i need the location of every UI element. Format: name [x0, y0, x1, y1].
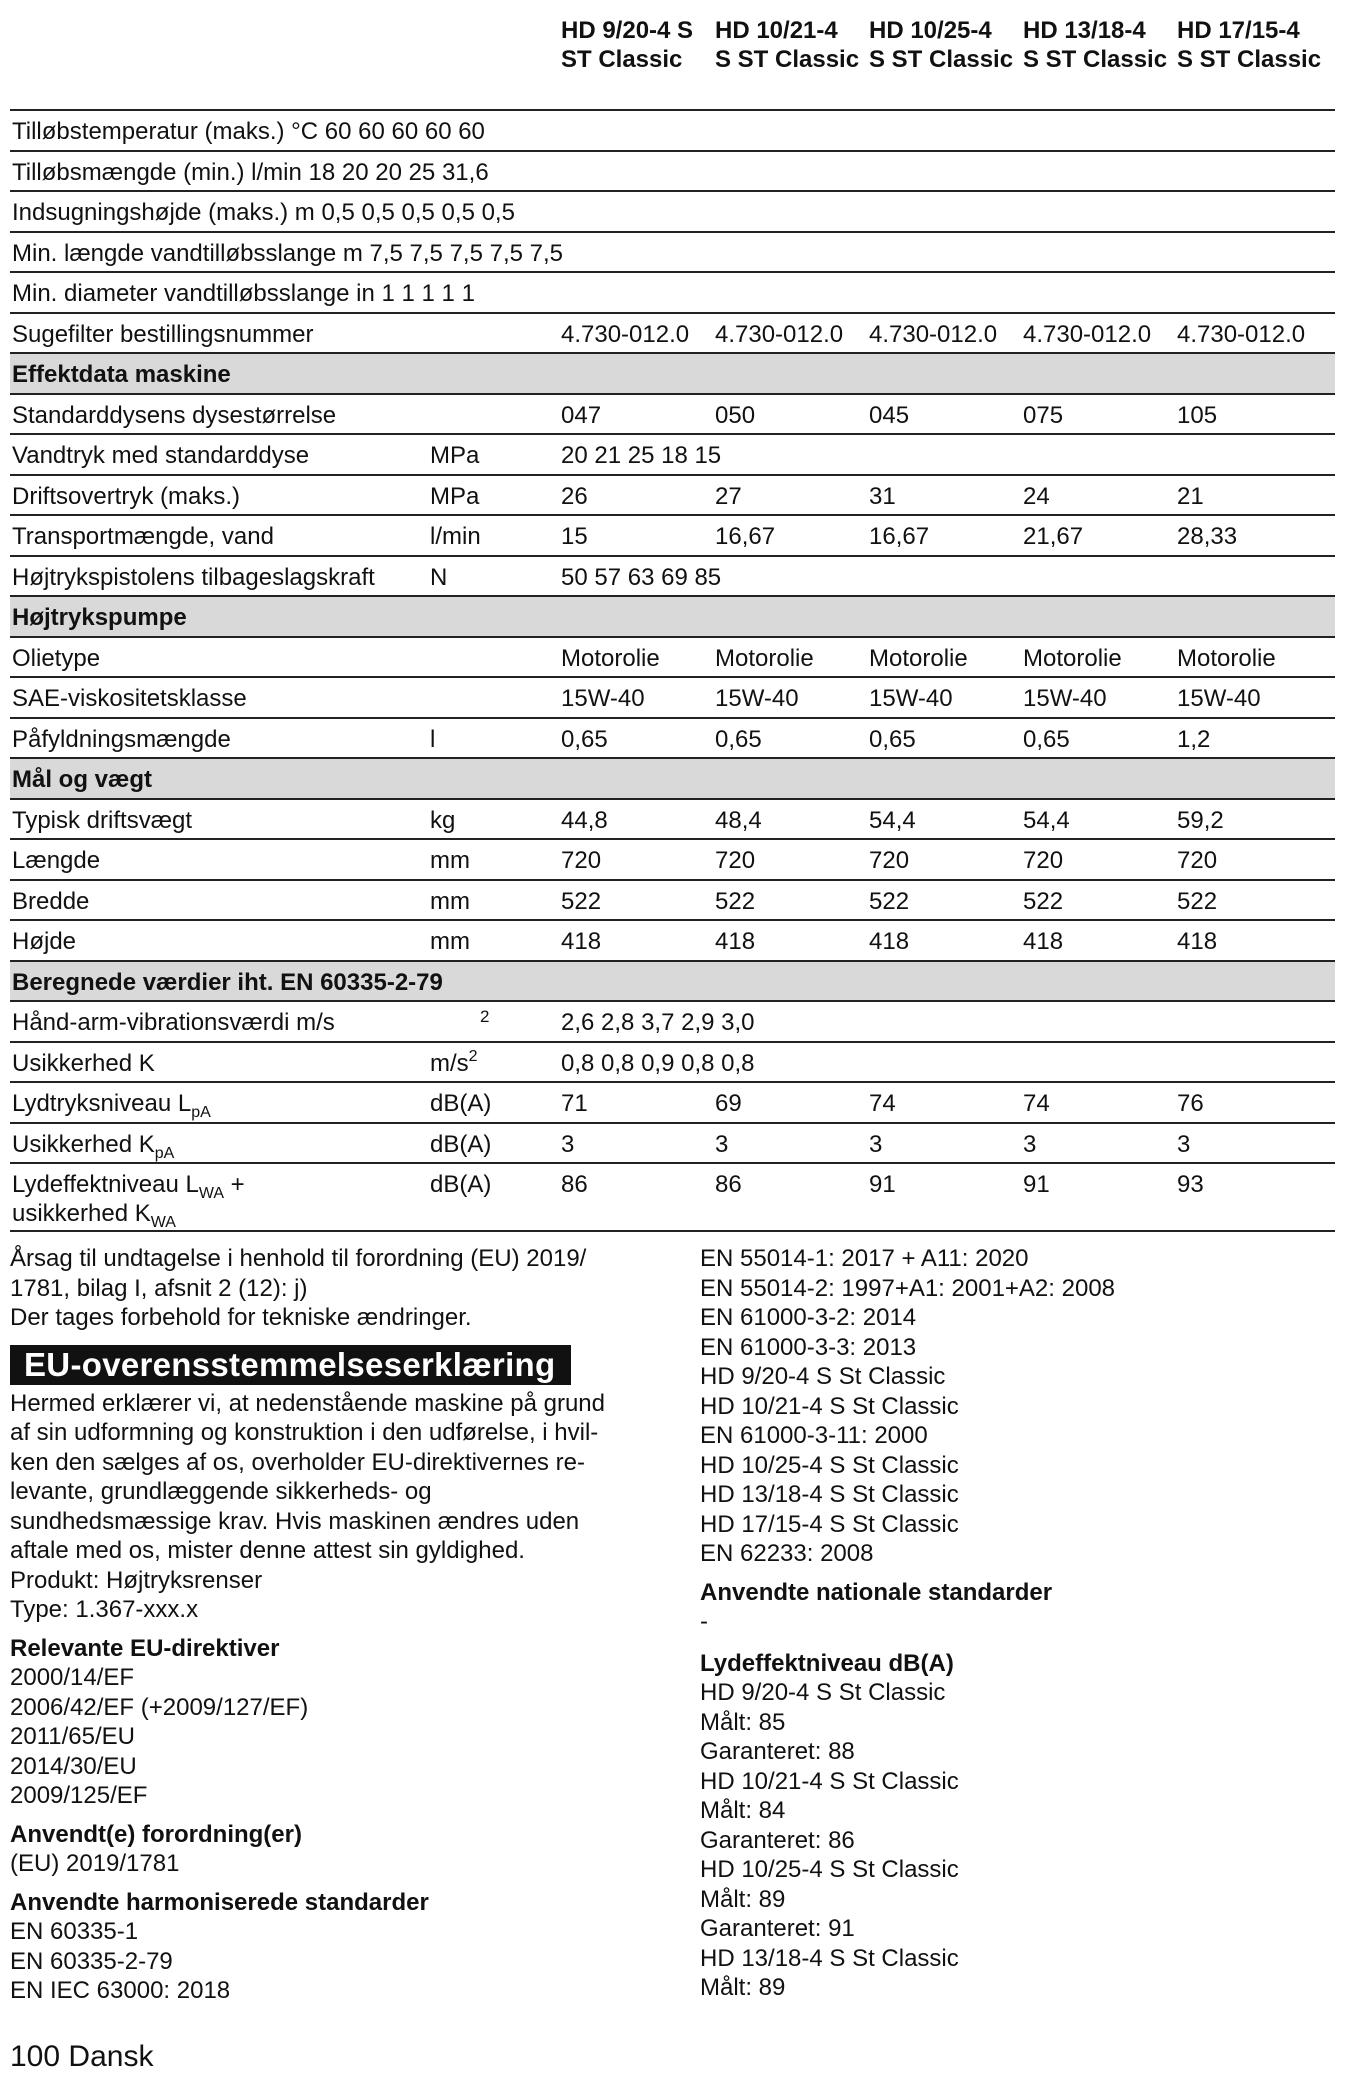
standard-item: HD 17/15-4 S St Classic — [700, 1510, 959, 1538]
row-value: 28,33 — [1177, 523, 1238, 550]
row-value: 21,67 — [1023, 523, 1084, 550]
column-header: HD 10/25-4 S ST Classic — [869, 17, 1014, 73]
row-value: 15W-40 — [1177, 685, 1261, 712]
row-value: 69 — [715, 1090, 742, 1117]
row-value: 047 — [561, 401, 602, 429]
section-heading: Lydeffektniveau dB(A) — [700, 1649, 954, 1677]
row-unit: kg — [430, 806, 456, 834]
section-header-row — [10, 759, 1335, 800]
row-value: 16,67 — [869, 523, 930, 550]
row-label: Påfyldningsmængde — [12, 725, 231, 753]
row-value: 54,4 — [869, 806, 916, 834]
table-row — [10, 719, 1335, 760]
directives-list — [10, 1663, 650, 1811]
row-value: 045 — [869, 401, 910, 429]
declaration-line: aftale med os, mister denne attest sin gyldighed. — [10, 1537, 525, 1564]
row-text: Min. længde vandtilløbsslange m 7,5 7,5 7,5 7,5 7,5 — [12, 239, 563, 267]
row-value: 74 — [1023, 1090, 1050, 1117]
row-value: 720 — [561, 847, 602, 874]
table-row — [10, 435, 1335, 476]
table-row — [10, 800, 1335, 841]
section-header-row — [10, 597, 1335, 638]
table-row — [10, 881, 1335, 922]
sound-power-line: HD 10/25-4 S St Classic — [700, 1856, 959, 1883]
page-footer — [10, 2040, 153, 2074]
row-value: 720 — [869, 847, 910, 874]
standard-item: HD 9/20-4 S St Classic — [700, 1363, 946, 1390]
row-text: Min. diameter vandtilløbsslange in 1 1 1 1 1 — [12, 280, 475, 307]
column-header: HD 9/20-4 S ST Classic — [561, 17, 694, 73]
row-unit: mm — [430, 887, 470, 915]
table-row — [10, 921, 1335, 962]
directive-item: 2006/42/EF (+2009/127/EF) — [10, 1693, 309, 1721]
table-row — [10, 192, 1335, 233]
row-value: 050 — [715, 401, 756, 429]
row-value: 1,2 — [1177, 725, 1211, 753]
row-label: Olietype — [12, 644, 101, 672]
row-text: Indsugningshøjde (maks.) m 0,5 0,5 0,5 0,5 0,5 — [12, 199, 515, 226]
row-unit: l — [430, 725, 436, 753]
directive-item: 2011/65/EU — [10, 1723, 135, 1750]
row-value: 522 — [715, 887, 756, 915]
directive-item: 2000/14/EF — [10, 1664, 135, 1691]
row-value: 3 — [1177, 1130, 1191, 1158]
row-value: 0,65 — [869, 725, 916, 753]
footer-language: Dansk — [68, 2040, 154, 2073]
table-row — [10, 516, 1335, 557]
unit-text: m/s — [430, 1049, 469, 1077]
row-value: 3 — [1023, 1130, 1037, 1158]
row-value: 4.730-012.0 — [1023, 320, 1152, 348]
row-value: 720 — [1177, 847, 1218, 874]
row-unit: MPa — [430, 482, 480, 510]
sound-power-line: Målt: 85 — [700, 1708, 786, 1736]
standards-list — [700, 1244, 1340, 1569]
row-value: 44,8 — [561, 806, 608, 834]
row-value: 76 — [1177, 1090, 1204, 1117]
row-label — [12, 1130, 175, 1162]
exception-note — [10, 1244, 650, 1333]
subscript: pA — [191, 1104, 211, 1121]
standard-item: HD 10/25-4 S St Classic — [700, 1451, 959, 1479]
row-value: 522 — [869, 887, 910, 915]
row-value: 075 — [1023, 401, 1064, 429]
table-header-row — [10, 14, 1335, 111]
declaration-line: Produkt: Højtryksrenser — [10, 1566, 263, 1594]
row-value: 15W-40 — [869, 685, 953, 712]
row-value: 418 — [869, 928, 910, 955]
table-row — [10, 395, 1335, 436]
row-unit: N — [430, 563, 448, 591]
sound-power-line: HD 9/20-4 S St Classic — [700, 1679, 946, 1706]
row-value: 0,65 — [1023, 725, 1070, 753]
table-row — [10, 476, 1335, 517]
row-value: 0,8 0,8 0,9 0,8 0,8 — [561, 1049, 755, 1077]
declaration-line: Type: 1.367-xxx.x — [10, 1596, 199, 1623]
row-value: 418 — [715, 928, 756, 955]
eu-declaration-title: EU-overensstemmelseserklæring — [10, 1345, 571, 1385]
section-title: Højtrykspumpe — [12, 604, 187, 631]
sound-power-line: Målt: 84 — [700, 1797, 786, 1824]
page-number: 100 — [10, 2040, 61, 2073]
standard-item: EN 61000-3-2: 2014 — [700, 1304, 917, 1331]
row-value: 26 — [561, 482, 588, 510]
standard-item: EN 55014-1: 2017 + A11: 2020 — [700, 1245, 1029, 1272]
row-value: 74 — [869, 1090, 896, 1117]
row-value: 15W-40 — [561, 685, 645, 712]
table-row — [10, 1124, 1335, 1165]
sound-power-line: Garanteret: 88 — [700, 1738, 855, 1765]
superscript: 2 — [468, 1047, 478, 1065]
sound-power-line: Garanteret: 91 — [700, 1915, 855, 1942]
row-value: 86 — [561, 1171, 588, 1198]
row-value: 418 — [1177, 928, 1218, 955]
table-row — [10, 638, 1335, 679]
sound-power-line: HD 13/18-4 S St Classic — [700, 1944, 959, 1972]
sound-power-list — [700, 1678, 1340, 2003]
row-value: 105 — [1177, 401, 1218, 429]
row-value: 91 — [1023, 1171, 1050, 1198]
table-row — [10, 1002, 1335, 1043]
standard-item: EN 61000-3-11: 2000 — [700, 1422, 928, 1449]
row-unit: dB(A) — [430, 1090, 492, 1117]
row-value: 3 — [715, 1130, 729, 1158]
row-unit — [430, 1049, 478, 1078]
row-value: Motorolie — [1023, 644, 1122, 672]
row-unit: mm — [430, 928, 470, 955]
row-unit: l/min — [430, 523, 481, 550]
right-column — [700, 1244, 1340, 2003]
spec-table — [10, 14, 1335, 1232]
section-header-row — [10, 962, 1335, 1003]
left-column — [10, 1244, 650, 2006]
section-header-row — [10, 354, 1335, 395]
sound-power-line: HD 10/21-4 S St Classic — [700, 1767, 959, 1795]
harmonised-standards-list — [10, 1917, 650, 2006]
row-value: 31 — [869, 482, 896, 510]
row-value: 59,2 — [1177, 806, 1224, 834]
section-title: Mål og vægt — [12, 766, 153, 793]
row-label: Standarddysens dysestørrelse — [12, 401, 337, 429]
row-value: 418 — [561, 928, 602, 955]
section-title: Effektdata maskine — [12, 361, 231, 388]
row-label: Højtrykspistolens tilbageslagskraft — [12, 563, 375, 591]
row-value: Motorolie — [561, 644, 660, 672]
sound-power-line: Målt: 89 — [700, 1885, 786, 1913]
row-value: 54,4 — [1023, 806, 1070, 834]
row-label — [12, 1170, 412, 1231]
row-value: Motorolie — [869, 644, 968, 672]
spec-rows — [10, 111, 1335, 1002]
row-value: 93 — [1177, 1171, 1204, 1198]
table-row — [10, 840, 1335, 881]
table-row — [10, 314, 1335, 355]
regulation-item: (EU) 2019/1781 — [10, 1850, 180, 1877]
row-value: 15 — [561, 523, 588, 550]
row-unit: mm — [430, 847, 470, 874]
row-value: 418 — [1023, 928, 1064, 955]
row-value: 0,65 — [561, 725, 608, 753]
row-label: Højde — [12, 928, 77, 955]
table-row — [10, 233, 1335, 274]
row-value: 50 57 63 69 85 — [561, 563, 722, 591]
column-header: HD 13/18-4 S ST Classic — [1023, 17, 1168, 73]
sound-power-line: Målt: 89 — [700, 1974, 786, 2001]
declaration-line: levante, grundlæggende sikkerheds- og — [10, 1478, 432, 1505]
row-value: 16,67 — [715, 523, 776, 550]
table-row — [10, 1083, 1335, 1124]
note-line: Årsag til undtagelse i henhold til forordning (EU) 2019/ — [10, 1245, 587, 1272]
row-value: 720 — [1023, 847, 1064, 874]
declaration-text — [10, 1389, 650, 1625]
declaration-line: sundhedsmæssige krav. Hvis maskinen ændres uden — [10, 1507, 580, 1535]
label-text: Lydtryksniveau L — [12, 1090, 192, 1117]
section-heading: Relevante EU-direktiver — [10, 1634, 280, 1662]
row-value: 4.730-012.0 — [1177, 320, 1306, 348]
sound-power-line: Garanteret: 86 — [700, 1826, 855, 1854]
row-label — [12, 1089, 211, 1121]
row-value: 522 — [1177, 887, 1218, 915]
label-text: Lydeffektniveau L — [12, 1171, 199, 1198]
row-value: 4.730-012.0 — [715, 320, 844, 348]
standard-item: EN 60335-2-79 — [10, 1947, 173, 1975]
row-value: 720 — [715, 847, 756, 874]
section-heading: Anvendt(e) forordning(er) — [10, 1820, 302, 1848]
subscript: WA — [198, 1185, 224, 1202]
standard-item: EN IEC 63000: 2018 — [10, 1977, 231, 2004]
row-label: Vandtryk med standarddyse — [12, 442, 310, 469]
section-title: Beregnede værdier iht. EN 60335-2-79 — [12, 968, 443, 996]
row-label: Sugefilter bestillingsnummer — [12, 320, 314, 348]
row-value: Motorolie — [1177, 644, 1276, 672]
row-label: Driftsovertryk (maks.) — [12, 482, 240, 510]
row-value: 15W-40 — [715, 685, 799, 712]
row-value: 3 — [869, 1130, 883, 1158]
row-value: 2,6 2,8 3,7 2,9 3,0 — [561, 1009, 755, 1036]
standard-item: HD 13/18-4 S St Classic — [700, 1481, 959, 1508]
row-text: Tilløbsmængde (min.) l/min 18 20 20 25 31,6 — [12, 158, 489, 186]
table-row — [10, 1043, 1335, 1084]
row-unit: dB(A) — [430, 1130, 492, 1158]
standard-item: EN 62233: 2008 — [700, 1540, 874, 1567]
row-value: 4.730-012.0 — [869, 320, 998, 348]
table-row — [10, 1164, 1335, 1232]
column-header: HD 17/15-4 S ST Classic — [1177, 17, 1322, 73]
section-heading: Anvendte harmoniserede standarder — [10, 1888, 429, 1916]
row-label: Længde — [12, 847, 101, 874]
row-label: Transportmængde, vand — [12, 523, 274, 550]
section-heading: Anvendte nationale standarder — [700, 1578, 1053, 1606]
row-value: 91 — [869, 1171, 896, 1198]
table-row — [10, 273, 1335, 314]
note-line: Der tages forbehold for tekniske ændringer. — [10, 1304, 472, 1331]
standard-item: HD 10/21-4 S St Classic — [700, 1392, 959, 1420]
subscript: WA — [150, 1214, 176, 1231]
label-text: usikkerhed K — [12, 1200, 151, 1227]
label-text: Usikkerhed K — [12, 1130, 155, 1158]
standard-item: EN 61000-3-3: 2013 — [700, 1333, 917, 1361]
row-value: 71 — [561, 1090, 588, 1117]
directive-item: 2009/125/EF — [10, 1782, 148, 1809]
declaration-line: af sin udformning og konstruktion i den udførelse, i hvil- — [10, 1419, 599, 1446]
superscript: 2 — [480, 1007, 490, 1026]
standard-item: EN 55014-2: 1997+A1: 2001+A2: 2008 — [700, 1274, 1116, 1302]
regulation-list — [10, 1849, 650, 1879]
directive-item: 2014/30/EU — [10, 1752, 137, 1780]
standard-item: EN 60335-1 — [10, 1918, 139, 1945]
row-label: SAE-viskositetsklasse — [12, 685, 247, 712]
row-label: Bredde — [12, 887, 90, 915]
declaration-line: Hermed erklærer vi, at nedenstående maskine på grund — [10, 1389, 605, 1417]
table-row — [10, 678, 1335, 719]
label-text: + — [224, 1171, 245, 1198]
table-row — [10, 557, 1335, 598]
row-label: Usikkerhed K — [12, 1049, 155, 1077]
row-value: 522 — [561, 887, 602, 915]
row-value: 4.730-012.0 — [561, 320, 690, 348]
national-standard-item: - — [700, 1608, 708, 1635]
row-value: 48,4 — [715, 806, 762, 834]
row-value: 0,65 — [715, 725, 762, 753]
column-header: HD 10/21-4 S ST Classic — [715, 17, 860, 73]
row-value: 24 — [1023, 482, 1050, 510]
row-unit: dB(A) — [430, 1171, 492, 1198]
row-value: 21 — [1177, 482, 1204, 510]
row-value: Motorolie — [715, 644, 814, 672]
row-value: 522 — [1023, 887, 1064, 915]
national-standards-list — [700, 1607, 1340, 1637]
row-value: 3 — [561, 1130, 575, 1158]
row-value: 86 — [715, 1171, 742, 1198]
subscript: pA — [154, 1144, 175, 1162]
row-text: Tilløbstemperatur (maks.) °C 60 60 60 60 60 — [12, 118, 485, 145]
row-value: 20 21 25 18 15 — [561, 442, 722, 469]
row-value: 15W-40 — [1023, 685, 1107, 712]
row-label: Typisk driftsvægt — [12, 806, 193, 834]
table-row — [10, 152, 1335, 193]
row-unit: MPa — [430, 442, 480, 469]
table-row — [10, 111, 1335, 152]
row-value: 27 — [715, 482, 742, 510]
declaration-line: ken den sælges af os, overholder EU-direktivernes re- — [10, 1448, 585, 1476]
row-label: Hånd-arm-vibrationsværdi m/s — [12, 1009, 335, 1036]
note-line: 1781, bilag I, afsnit 2 (12): j) — [10, 1274, 308, 1302]
